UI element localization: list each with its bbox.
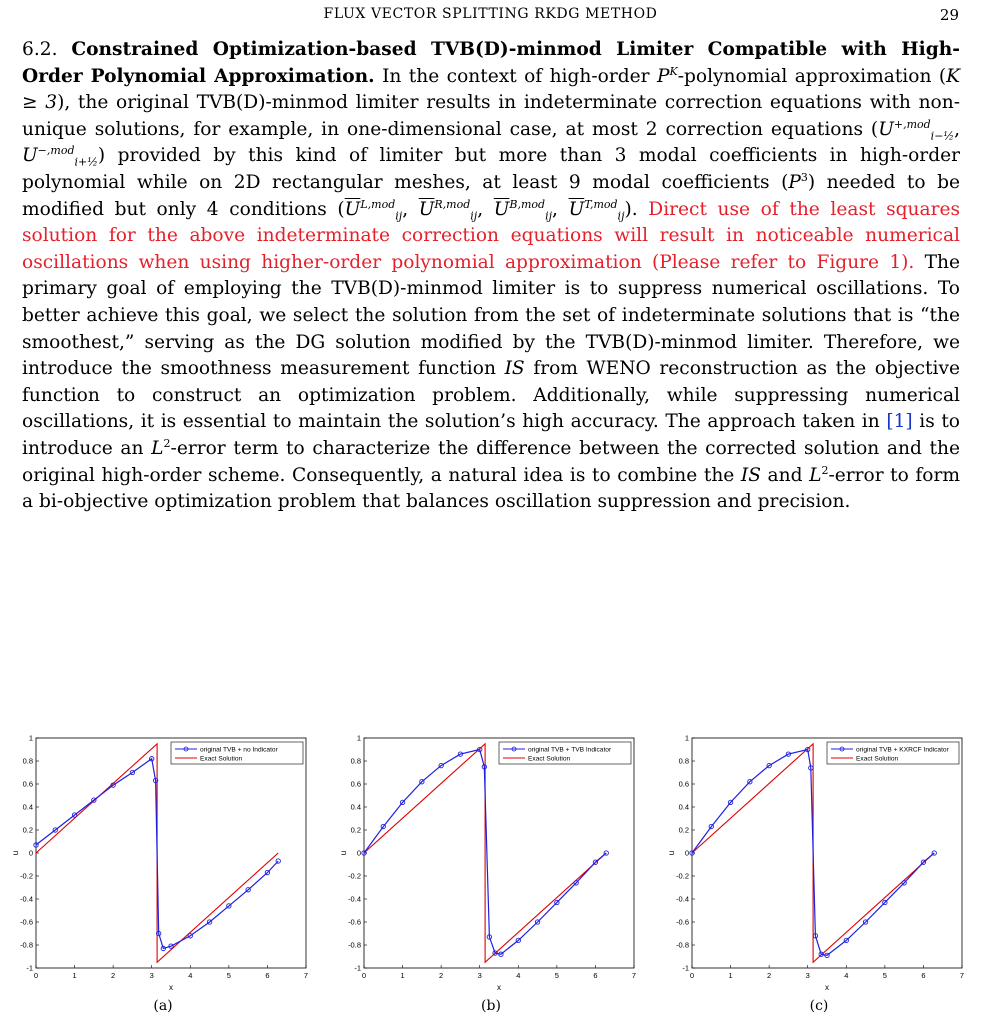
text-run: ) needed to be modified but only 4 conditions ( (22, 171, 960, 220)
math-superscript: 2 (821, 463, 829, 477)
y-tick-label: 0.6 (22, 779, 33, 789)
x-tick-label: 0 (689, 971, 695, 980)
x-axis-label: x (497, 983, 501, 992)
x-tick-label: 7 (631, 971, 637, 980)
math-symbol: $\overline{U}$ (418, 198, 435, 220)
x-tick-label: 2 (111, 971, 116, 980)
x-tick-label: 6 (265, 971, 270, 980)
math-superscript: R,mod (434, 197, 471, 211)
y-tick-label: 0.8 (22, 756, 33, 766)
y-tick-label: -0.6 (676, 917, 689, 927)
y-tick-label: 1 (356, 733, 361, 743)
math-superscript: 2 (163, 436, 171, 450)
y-tick-label: -0.4 (20, 894, 33, 904)
text-run: -polynomial approximation ( (677, 65, 947, 87)
x-tick-label: 7 (959, 971, 965, 980)
x-tick-label: 2 (439, 971, 444, 980)
y-tick-label: -0.2 (676, 871, 689, 881)
math-subscript: ij (617, 209, 625, 223)
y-axis-label: u (667, 850, 676, 856)
y-tick-label: -1 (682, 963, 689, 973)
y-tick-label: -1 (26, 963, 33, 973)
chart-c (664, 730, 974, 995)
x-tick-label: 4 (188, 971, 193, 980)
plot-frame (364, 738, 634, 968)
math-symbol: P (656, 65, 670, 87)
x-tick-label: 2 (767, 971, 772, 980)
math-superscript: −,mod (37, 144, 75, 158)
x-tick-label: 5 (882, 971, 887, 980)
math-inline: K ≥ 3 (22, 65, 960, 114)
section-heading: Constrained Optimization-based TVB(D)-minmod Limiter Compatible with High-Order Polynomial Approximation. (22, 39, 960, 87)
text-run: , (552, 198, 569, 220)
math-subscript: i+½ (74, 156, 98, 170)
x-tick-label: 1 (72, 971, 77, 980)
y-tick-label: 0.4 (678, 802, 689, 812)
highlighted-sentence: Direct use of the least squares solution for the above indeterminate correction equations will result in noticeable numerical oscillations when using higher-order polynomial approximation (Please refer to Figure 1). (22, 198, 961, 273)
text-run: In the context of high-order (382, 65, 657, 87)
x-tick-label: 0 (361, 971, 367, 980)
math-symbol: L (151, 437, 164, 459)
text-run: and (760, 464, 810, 486)
x-tick-label: 5 (554, 971, 559, 980)
math-symbol: IS (740, 464, 761, 486)
y-tick-label: -0.4 (348, 894, 361, 904)
math-superscript: 3 (800, 170, 808, 184)
y-tick-label: -1 (354, 963, 361, 973)
text-run: -error to form a bi-objective optimization problem that balances oscillation suppression and precision. (22, 464, 960, 513)
chart-b (336, 730, 646, 995)
x-axis-label: x (825, 983, 829, 992)
figure-panel-a (8, 730, 318, 1020)
math-symbol: U (22, 145, 38, 167)
y-tick-label: 0 (356, 848, 361, 858)
legend-entry: original TVB + KXRCF Indicator (856, 746, 949, 754)
y-tick-label: 0.8 (350, 756, 361, 766)
page-number: 29 (939, 6, 959, 24)
data-point (276, 859, 280, 863)
math-symbol: $\overline{U}$ (568, 198, 585, 220)
text-run: The primary goal of employing the TVB(D)-minmod limiter is to suppress numerical oscillations. To better achieve this goal, we select the solution from the set of indeterminate solutions that is “the smoothest,” serving as the DG solution modified by the TVB(D)-minmod limiter. Therefore, we introduce the smoothness measurement function (22, 251, 960, 380)
x-tick-label: 3 (149, 971, 154, 980)
math-subscript: ij (395, 209, 403, 223)
y-tick-label: -0.6 (20, 917, 33, 927)
math-symbol: P (788, 171, 801, 193)
x-tick-label: 5 (226, 971, 231, 980)
text-run: is to introduce an (22, 411, 960, 459)
x-axis-label: x (169, 983, 173, 992)
caption-b: (b) (481, 998, 501, 1014)
x-tick-label: 4 (844, 971, 849, 980)
math-superscript: T,mod (584, 197, 618, 211)
running-title: FLUX VECTOR SPLITTING RKDG METHOD (323, 6, 658, 22)
y-tick-label: 0.6 (350, 779, 361, 789)
figure-panel-b (336, 730, 646, 1020)
caption-a: (a) (153, 998, 173, 1014)
x-tick-label: 1 (728, 971, 733, 980)
math-superscript: B,mod (509, 197, 546, 211)
section-number: 6.2. (22, 39, 58, 60)
math-subscript: i−½ (930, 129, 955, 143)
math-symbol: IS (504, 358, 525, 380)
chart-a (8, 730, 318, 995)
y-tick-label: 0 (28, 848, 33, 858)
y-tick-label: 0.2 (22, 825, 33, 835)
data-point (932, 851, 936, 855)
y-axis-label: u (339, 850, 348, 856)
legend-entry: Exact Solution (528, 755, 571, 763)
x-tick-label: 3 (805, 971, 810, 980)
y-tick-label: 0.4 (22, 802, 33, 812)
citation-link[interactable]: [1] (886, 411, 913, 433)
math-superscript: L,mod (360, 197, 396, 211)
x-tick-label: 6 (921, 971, 926, 980)
x-tick-label: 4 (516, 971, 521, 980)
text-run: , (402, 198, 419, 220)
text-run: , (954, 118, 960, 140)
y-tick-label: -0.8 (676, 940, 689, 950)
y-tick-label: 0.6 (678, 779, 689, 789)
x-tick-label: 7 (303, 971, 309, 980)
plot-frame (36, 738, 306, 968)
y-tick-label: 0.8 (678, 756, 689, 766)
math-subscript: ij (545, 209, 553, 223)
math-symbol: U (878, 118, 894, 140)
legend-entry: Exact Solution (856, 755, 899, 763)
math-symbol: $\overline{U}$ (493, 198, 510, 220)
figure-panel-c (664, 730, 974, 1020)
y-tick-label: -0.6 (348, 917, 361, 927)
text-run: ), the original TVB(D)-minmod limiter results in indeterminate correction equations with non-unique solutions, for example, in one-dimensional case, at most 2 correction equations ( (22, 92, 960, 140)
math-symbol: L (809, 464, 822, 486)
math-subscript: ij (470, 209, 478, 223)
page-header (22, 4, 959, 26)
math-symbol: $\overline{U}$ (344, 198, 361, 220)
y-tick-label: -0.8 (20, 940, 33, 950)
section-body (22, 37, 960, 516)
text-run: ) provided by this kind of limiter but more than 3 modal coefficients in high-order polynomial while on 2D rectangular meshes, at least 9 modal coefficients ( (22, 145, 960, 193)
legend-entry: original TVB + TVB Indicator (528, 746, 612, 754)
y-tick-label: 0.4 (350, 802, 361, 812)
x-tick-label: 6 (593, 971, 598, 980)
y-tick-label: -0.2 (348, 871, 361, 881)
text-run: ). (624, 198, 638, 220)
y-tick-label: 0.2 (350, 825, 361, 835)
legend-entry: original TVB + no Indicator (200, 746, 278, 754)
caption-c: (c) (809, 998, 829, 1014)
text-run: -error term to characterize the difference between the corrected solution and the original high-order scheme. Consequently, a natural idea is to combine the (22, 437, 960, 486)
x-tick-label: 1 (400, 971, 405, 980)
y-tick-label: -0.4 (676, 894, 689, 904)
y-tick-label: -0.2 (20, 871, 33, 881)
x-tick-label: 3 (477, 971, 482, 980)
x-tick-label: 0 (33, 971, 39, 980)
math-superscript: +,mod (893, 117, 931, 131)
text-run: , (477, 198, 494, 220)
y-tick-label: 1 (28, 733, 33, 743)
legend-entry: Exact Solution (200, 755, 243, 763)
y-tick-label: 1 (684, 733, 689, 743)
y-axis-label: u (11, 850, 20, 856)
paragraph (22, 37, 960, 516)
data-point (604, 851, 608, 855)
y-tick-label: 0.2 (678, 825, 689, 835)
math-superscript: K (669, 64, 678, 78)
text-run: from WENO reconstruction as the objective function to construct an optimization problem. Additionally, while suppressing numerical oscillations, it is essential to maintain the solution’s high accuracy. The approach taken in (22, 358, 960, 433)
y-tick-label: 0 (684, 848, 689, 858)
plot-frame (692, 738, 962, 968)
y-tick-label: -0.8 (348, 940, 361, 950)
